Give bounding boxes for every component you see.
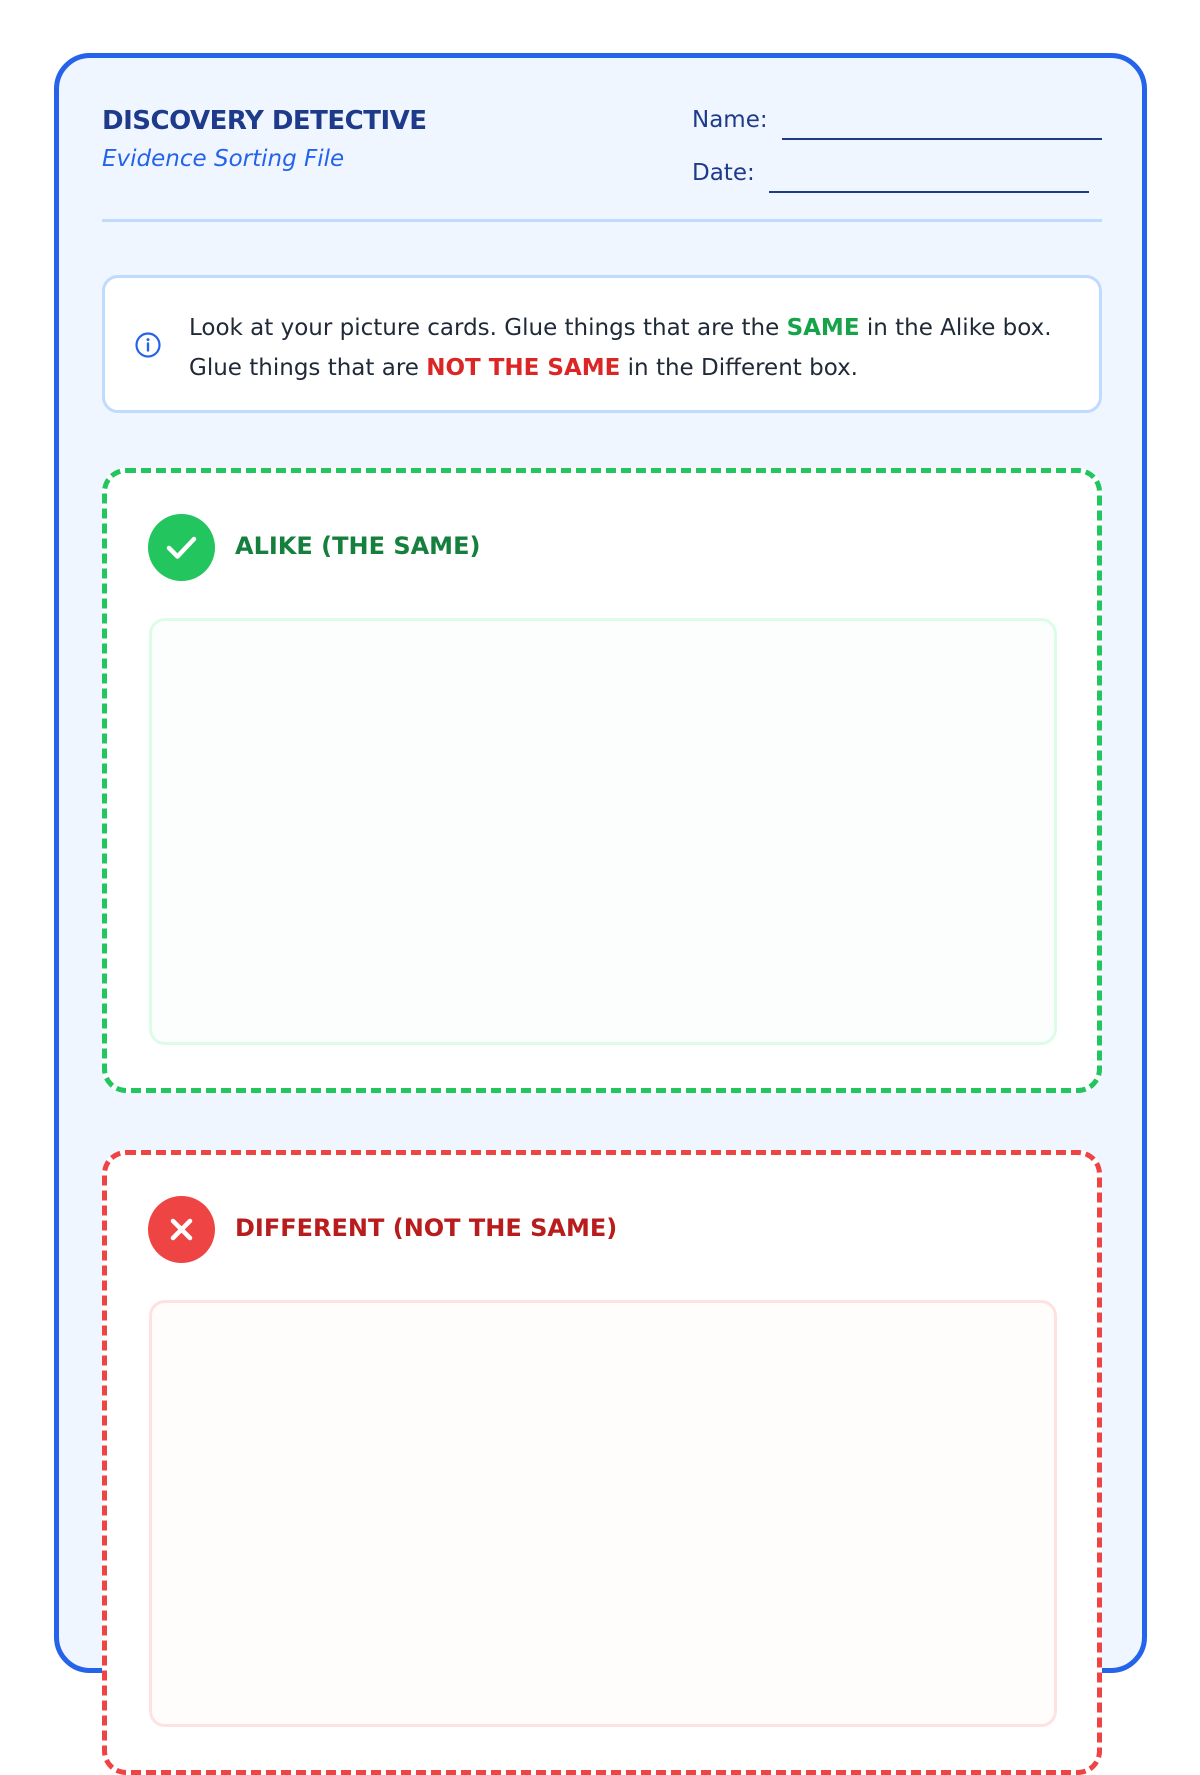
header-divider (102, 219, 1102, 222)
worksheet-subtitle: Evidence Sorting File (102, 146, 345, 172)
keyword-same: SAME (786, 315, 860, 341)
different-label: DIFFERENT (NOT THE SAME) (235, 1214, 618, 1242)
alike-drop-area[interactable] (149, 618, 1057, 1045)
instructions-text (189, 308, 1069, 388)
name-field[interactable] (692, 109, 1102, 132)
different-badge (148, 1196, 215, 1263)
alike-badge (148, 514, 215, 581)
alike-section (102, 468, 1102, 1093)
alike-label: ALIKE (THE SAME) (235, 532, 481, 560)
x-icon (148, 1196, 215, 1263)
date-write-line[interactable] (769, 191, 1089, 193)
worksheet (54, 53, 1147, 1673)
keyword-not-same: NOT THE SAME (426, 355, 621, 381)
worksheet-title: DISCOVERY DETECTIVE (102, 106, 427, 136)
instructions-part-2: in the Alike box. Glue things that are (189, 315, 1052, 381)
instructions-part-3: in the Different box. (620, 355, 858, 381)
different-drop-area[interactable] (149, 1300, 1057, 1727)
date-label: Date: (692, 160, 755, 186)
instructions-box (102, 275, 1102, 413)
instructions-part-1: Look at your picture cards. Glue things that are the (189, 315, 787, 341)
name-label: Name: (692, 107, 768, 133)
date-field[interactable] (692, 162, 1089, 185)
info-icon (134, 331, 162, 359)
name-write-line[interactable] (782, 138, 1102, 140)
different-section (102, 1150, 1102, 1775)
check-icon (148, 514, 215, 581)
